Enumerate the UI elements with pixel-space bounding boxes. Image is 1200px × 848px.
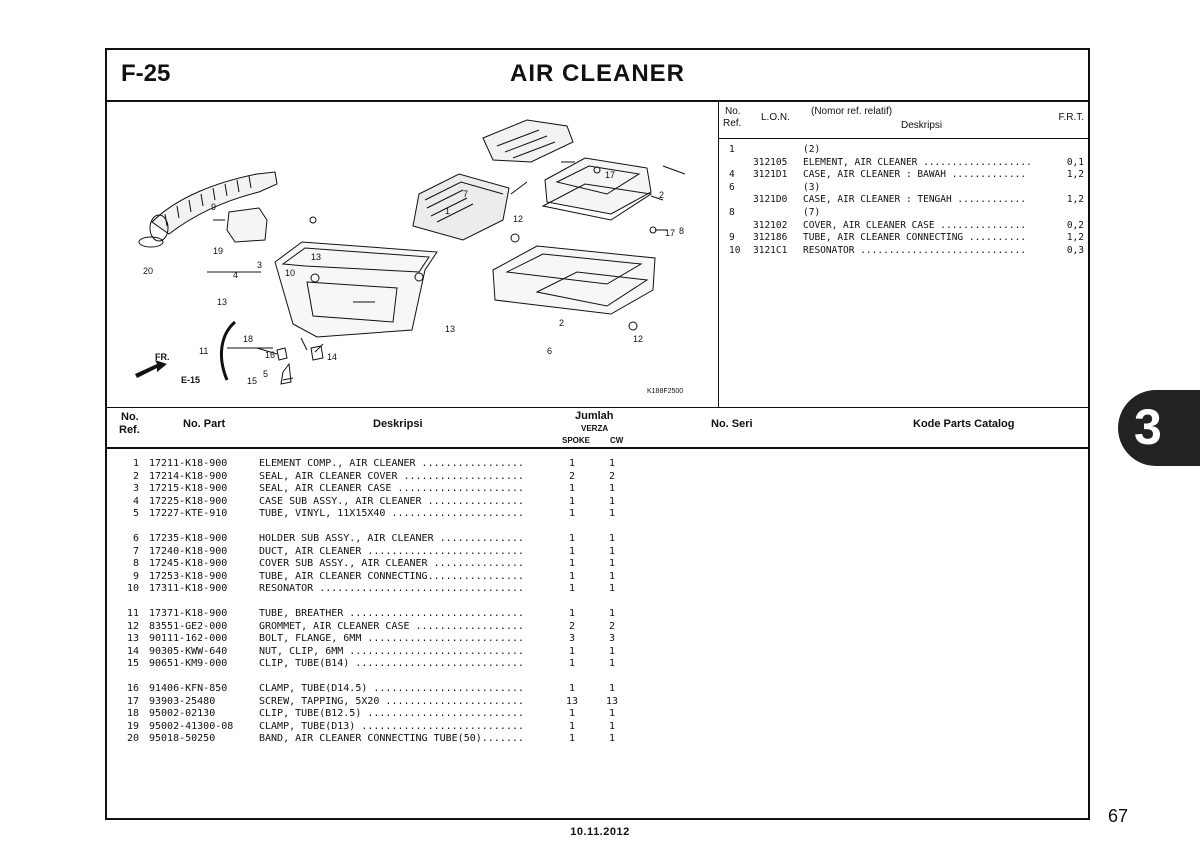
callout: 13 (311, 252, 322, 262)
deskripsi-header: Deskripsi (901, 120, 943, 131)
ref-no-header: No. (725, 106, 741, 117)
parts-table-header (107, 407, 1088, 449)
callout: 6 (547, 346, 553, 356)
table-row: 8 17245-K18-900 COVER SUB ASSY., AIR CLEANER ............... 1 1 (132, 558, 616, 570)
col-ref: Ref. (119, 424, 140, 436)
col-no-ref: No. (121, 411, 139, 423)
col-kode: Kode Parts Catalog (913, 418, 1015, 430)
divider (719, 138, 1090, 139)
callout: 15 (247, 376, 258, 386)
table-row: 4 17225-K18-900 CASE SUB ASSY., AIR CLEANER ................ 1 1 (132, 495, 616, 507)
ref-row: 4 3121D1 CASE, AIR CLEANER : BAWAH ............. 1,2 (729, 169, 1084, 181)
callout: 13 (217, 297, 228, 307)
callout: 17 (665, 228, 676, 238)
reference-panel (719, 102, 1090, 407)
callout: 16 (265, 350, 276, 360)
callout: 14 (327, 352, 338, 362)
page-number: 67 (1108, 806, 1129, 826)
lon-header: L.O.N. (761, 112, 790, 123)
frt-header: F.R.T. (1058, 112, 1084, 123)
ref-row: 8 (7) (729, 206, 821, 218)
table-row: 13 90111-162-000 BOLT, FLANGE, 6MM .......................... 3 3 (126, 633, 616, 645)
table-row: 12 83551-GE2-000 GROMMET, AIR CLEANER CASE .................. 2 2 (126, 620, 616, 632)
table-row: 16 91406-KFN-850 CLAMP, TUBE(D14.5) ......................... 1 1 (126, 682, 616, 694)
ref-row: 10 3121C1 RESONATOR ............................. 0,3 (729, 244, 1084, 256)
table-row: 1 17211-K18-900 ELEMENT COMP., AIR CLEANER ................. 1 1 (132, 458, 616, 469)
table-row: 11 17371-K18-900 TUBE, BREATHER ............................. 1 1 (126, 607, 616, 619)
ref-ref-header: Ref. (723, 118, 742, 129)
callout: 5 (263, 369, 269, 379)
table-row: 20 95018-50250 BAND, AIR CLEANER CONNECTING TUBE(50)....... 1 1 (126, 733, 616, 745)
ref-label: E-15 (181, 375, 201, 385)
page-title: AIR CLEANER (509, 60, 685, 87)
ref-row: 9 312186 TUBE, AIR CLEANER CONNECTING .......... 1,2 (729, 232, 1084, 244)
callout: 17 (605, 170, 616, 180)
table-row: 2 17214-K18-900 SEAL, AIR CLEANER COVER .................... 2 2 (132, 470, 616, 482)
front-arrow-icon (135, 360, 167, 378)
callout: 8 (679, 226, 685, 236)
direction-label: FR. (155, 352, 170, 362)
chapter-tab (1118, 390, 1200, 466)
table-row: 17 93903-25480 SCREW, TAPPING, 5X20 ....................... 13 13 (126, 695, 619, 707)
callout: 2 (559, 318, 565, 328)
col-jumlah: Jumlah (575, 410, 614, 422)
table-row: 7 17240-K18-900 DUCT, AIR CLEANER .......................... 1 1 (132, 545, 616, 557)
table-row: 3 17215-K18-900 SEAL, AIR CLEANER CASE ..................... 1 1 (132, 483, 616, 495)
table-row: 14 90305-KWW-640 NUT, CLIP, 6MM ............................. 1 1 (126, 645, 616, 657)
table-row: 10 17311-K18-900 RESONATOR .................................. 1 1 (126, 583, 616, 595)
callout: 4 (233, 270, 239, 280)
ref-row: 312102 COVER, AIR CLEANER CASE ............... 0,2 (753, 219, 1084, 231)
col-no-seri: No. Seri (711, 418, 753, 430)
callout: 20 (143, 266, 154, 276)
table-row: 15 90651-KM9-000 CLIP, TUBE(B14) ............................ 1 1 (126, 658, 616, 670)
callout: 9 (211, 202, 217, 212)
ref-row: 312105 ELEMENT, AIR CLEANER ................... 0,1 (753, 156, 1084, 168)
callout: 12 (633, 334, 644, 344)
callout: 19 (213, 246, 224, 256)
nomor-header: (Nomor ref. relatif) (811, 106, 893, 117)
callout: 2 (659, 190, 665, 200)
table-row: 19 95002-41300-08 CLAMP, TUBE(D13) ........................... 1 1 (126, 720, 616, 732)
callout: 3 (257, 260, 263, 270)
callout: 11 (199, 346, 209, 356)
parts-table-body (107, 458, 1088, 746)
table-row: 18 95002-02130 CLIP, TUBE(B12.5) .......................... 1 1 (126, 708, 616, 720)
figure-id: K188F2500 (647, 388, 684, 395)
page-frame (105, 48, 1090, 820)
chapter-tab-label: 3 (1134, 399, 1162, 455)
ref-row: 6 (3) (729, 181, 821, 193)
col-cw: CW (610, 436, 624, 445)
ref-row: 1 (2) (729, 144, 821, 155)
col-deskripsi: Deskripsi (373, 418, 423, 430)
col-no-part: No. Part (183, 418, 226, 430)
callout: 1 (445, 206, 451, 216)
col-verza: VERZA (581, 424, 609, 433)
page-header (107, 50, 1088, 102)
table-row: 5 17227-KTE-910 TUBE, VINYL, 11X15X40 ...................... 1 1 (132, 508, 616, 520)
section-code: F-25 (121, 60, 171, 87)
col-spoke: SPOKE (562, 436, 591, 445)
reference-rows (719, 144, 1090, 257)
callout: 10 (285, 268, 296, 278)
callout: 7 (463, 189, 469, 199)
air-cleaner-illustration (107, 102, 719, 407)
exploded-diagram (107, 102, 719, 407)
callout: 13 (445, 324, 456, 334)
table-row: 9 17253-K18-900 TUBE, AIR CLEANER CONNECTING................ 1 1 (132, 570, 616, 582)
ref-row: 3121D0 CASE, AIR CLEANER : TENGAH ............ 1,2 (753, 194, 1084, 206)
callout: 18 (243, 334, 254, 344)
callout: 12 (513, 214, 524, 224)
print-date: 10.11.2012 (570, 826, 630, 838)
table-row: 6 17235-K18-900 HOLDER SUB ASSY., AIR CLEANER .............. 1 1 (132, 532, 616, 544)
